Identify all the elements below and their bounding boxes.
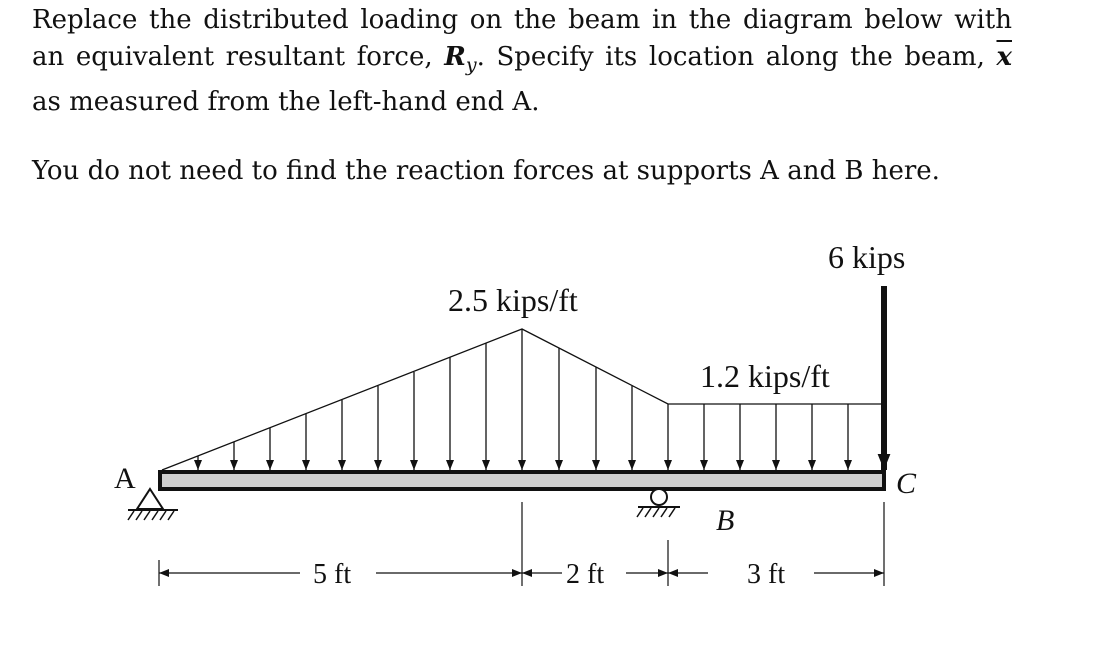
dimension-label-3: 3 ft <box>747 559 786 590</box>
beam <box>160 472 884 489</box>
label-b: B <box>716 504 735 537</box>
peak-load-label: 2.5 kips/ft <box>448 282 578 318</box>
problem-text-1b: . Specify its location along the beam, <box>476 42 997 72</box>
dimension-label-1: 5 ft <box>313 559 352 590</box>
uniform-load-label: 1.2 kips/ft <box>700 358 830 394</box>
location-symbol: $\overline{x}$ <box>996 42 1012 72</box>
resultant-letter: R <box>444 42 466 72</box>
problem-paragraph-2: You do not need to find the reaction forces at supports A and B here. <box>32 156 940 186</box>
label-a: A <box>114 462 136 495</box>
resultant-subscript: y <box>465 54 477 76</box>
problem-text-1a: Replace the distributed loading on the beam in the diagram below with an equivalent resultant force, <box>32 5 1012 72</box>
label-c: C <box>896 467 917 500</box>
roller-support-b <box>637 489 680 517</box>
load-arrows <box>198 329 848 470</box>
point-load-label: 6 kips <box>828 239 906 275</box>
dimension-label-2: 2 ft <box>566 559 605 590</box>
problem-text-1c: as measured from the left-hand end A. <box>32 87 540 117</box>
